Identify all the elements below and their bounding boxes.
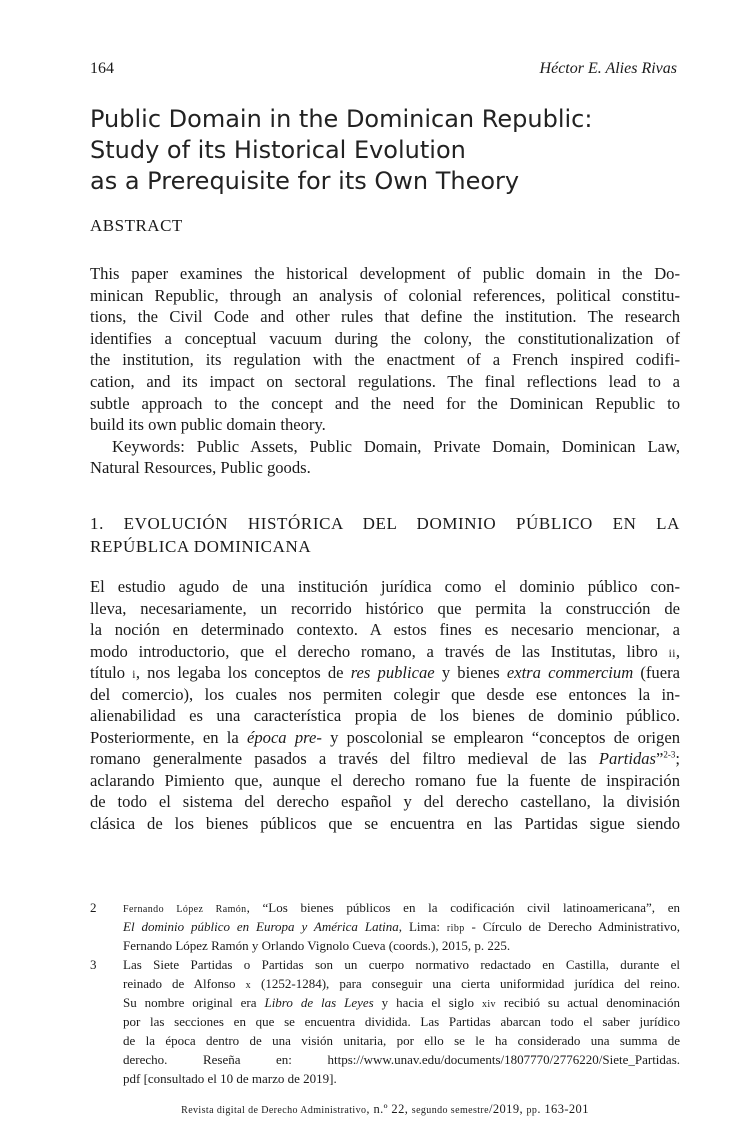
body-line: aclarando Pimiento que, aunque el derecho romano fue la fuente de inspiración	[90, 770, 680, 790]
body-line: romano generalmente pasados a través del filtro medieval de las Partidas”$^{2-3}$;	[90, 749, 680, 768]
footnote-line: Su nombre original era Libro de las Leyes y hacia el siglo xiv recibió su actual denominación	[123, 995, 680, 1010]
footnote-ref[interactable]: 2-3	[663, 749, 676, 760]
body-line: lleva, necesariamente, un recorrido histórico que permita la construcción de	[90, 598, 680, 618]
title-line: Public Domain in the Dominican Republic:	[90, 105, 593, 133]
body-line: alienabilidad es una característica propia de los bienes de dominio público.	[90, 706, 680, 725]
body-line: título i, nos legaba los conceptos de res publicae y bienes extra commercium (fuera	[90, 663, 680, 682]
body-line: de todo el sistema del derecho español y del derecho castellano, la división	[90, 792, 680, 811]
footnote-line: reinado de Alfonso x (1252-1284), para conseguir una cierta uniformidad jurídica del reino.	[123, 976, 681, 991]
keywords-line: Natural Resources, Public goods.	[90, 458, 311, 478]
roman-numeral: ii	[668, 647, 676, 660]
footnote-line: El dominio público en Europa y América Latina, Lima: ribp - Círculo de Derecho Administrativo,	[123, 919, 681, 934]
abstract-heading: ABSTRACT	[90, 216, 183, 235]
section-heading-line: 1. EVOLUCIÓN HISTÓRICA DEL DOMINIO PÚBLICO EN LA	[90, 514, 680, 533]
title-line: as a Prerequisite for its Own Theory	[90, 167, 520, 195]
body-paragraph	[90, 576, 680, 834]
roman-numeral: x	[245, 980, 251, 991]
issue-semester: segundo semestre	[411, 1105, 489, 1116]
footnote-line: de la época dentro de una visión unitaria, por ello se le ha considerado una summa de	[123, 1033, 680, 1048]
latin-term: res publicae	[350, 663, 435, 682]
footnote-line: Fernando López Ramón y Orlando Vignolo Cueva (coords.), 2015, p. 225.	[123, 938, 511, 953]
pages-abbrev: pp	[526, 1105, 538, 1116]
abstract-line: cation, and its impact on sectoral regulations. The final reflections lead to a	[90, 371, 680, 391]
publisher-acronym: ribp	[446, 923, 465, 934]
abstract-line: minican Republic, through an analysis of colonial references, political constitu-	[90, 285, 680, 305]
footnote-line: Fernando López Ramón, “Los bienes públicos en la codificación civil latinoamericana”, en	[123, 900, 681, 915]
author-name: Fernando López Ramón	[123, 904, 247, 915]
running-head	[90, 60, 677, 84]
section-heading-line: REPÚBLICA DOMINICANA	[90, 537, 312, 556]
keywords-line: Keywords: Public Assets, Public Domain, Private Domain, Dominican Law,	[112, 436, 680, 456]
footnotes	[90, 898, 680, 1088]
footnote-line: Las Siete Partidas o Partidas son un cuerpo normativo redactado en Castilla, durante el	[123, 957, 680, 972]
footnote-line: por las secciones en que se encuentra dividida. Las Partidas abarcan todo el saber jurídico	[123, 1014, 680, 1029]
title-line: Study of its Historical Evolution	[90, 136, 466, 164]
body-line: modo introductorio, que el derecho romano, a través de las Institutas, libro ii,	[90, 641, 680, 661]
body-line: del comercio), los cuales nos permiten colegir que desde ese entonces la in-	[90, 684, 680, 704]
emphasis: época pre-	[246, 727, 322, 747]
journal-name: Revista digital de Derecho Administrativo	[181, 1105, 367, 1116]
footnote-3	[90, 955, 680, 1088]
footnote-2	[90, 898, 680, 955]
article-title	[90, 104, 690, 197]
roman-numeral: xiv	[481, 999, 496, 1010]
footnote-number: 2	[90, 900, 97, 915]
abstract-line: build its own public domain theory.	[90, 415, 326, 435]
abstract-line: This paper examines the historical development of public domain in the Do-	[90, 264, 680, 283]
abstract-line: subtle approach to the concept and the need for the Dominican Republic to	[90, 393, 680, 413]
body-line: clásica de los bienes públicos que se encuentra en las Partidas sigue siendo	[90, 813, 680, 833]
latin-term: extra commercium	[506, 663, 634, 682]
book-title: Libro de las Leyes	[264, 995, 374, 1010]
running-author: Héctor E. Alies Rivas	[539, 60, 677, 77]
abstract-line: identifies a conceptual vacuum during the colony, the constitutionalization of	[90, 328, 680, 348]
footnote-line: pdf [consultado el 10 de marzo de 2019].	[123, 1071, 337, 1086]
abstract-paragraph	[90, 263, 680, 479]
body-line: Posteriormente, en la época pre- y poscolonial se emplearon “conceptos de origen	[90, 727, 680, 747]
body-line: El estudio agudo de una institución jurídica como el dominio público con-	[90, 577, 680, 596]
footnote-line: derecho. Reseña en: https://www.unav.edu/documents/1807770/2776220/Siete_Partidas.	[123, 1052, 680, 1067]
emphasis: Partidas	[598, 749, 656, 768]
abstract-line: tions, the Civil Code and other rules that define the institution. The research	[90, 307, 680, 327]
section-heading	[90, 512, 680, 558]
footnote-number: 3	[90, 957, 97, 972]
book-title: El dominio público en Europa y América Latina	[123, 919, 399, 934]
page-number: 164	[90, 60, 114, 77]
journal-footer: Revista digital de Derecho Administrativo, n.º 22, segundo semestre/2019, pp. 163-201	[181, 1102, 589, 1116]
abstract-line: the institution, its regulation with the enactment of a French inspired codifi-	[90, 350, 680, 370]
roman-numeral: i	[132, 669, 136, 681]
body-line: la noción en determinado contexto. A estos fines es necesario mencionar, a	[90, 620, 680, 639]
